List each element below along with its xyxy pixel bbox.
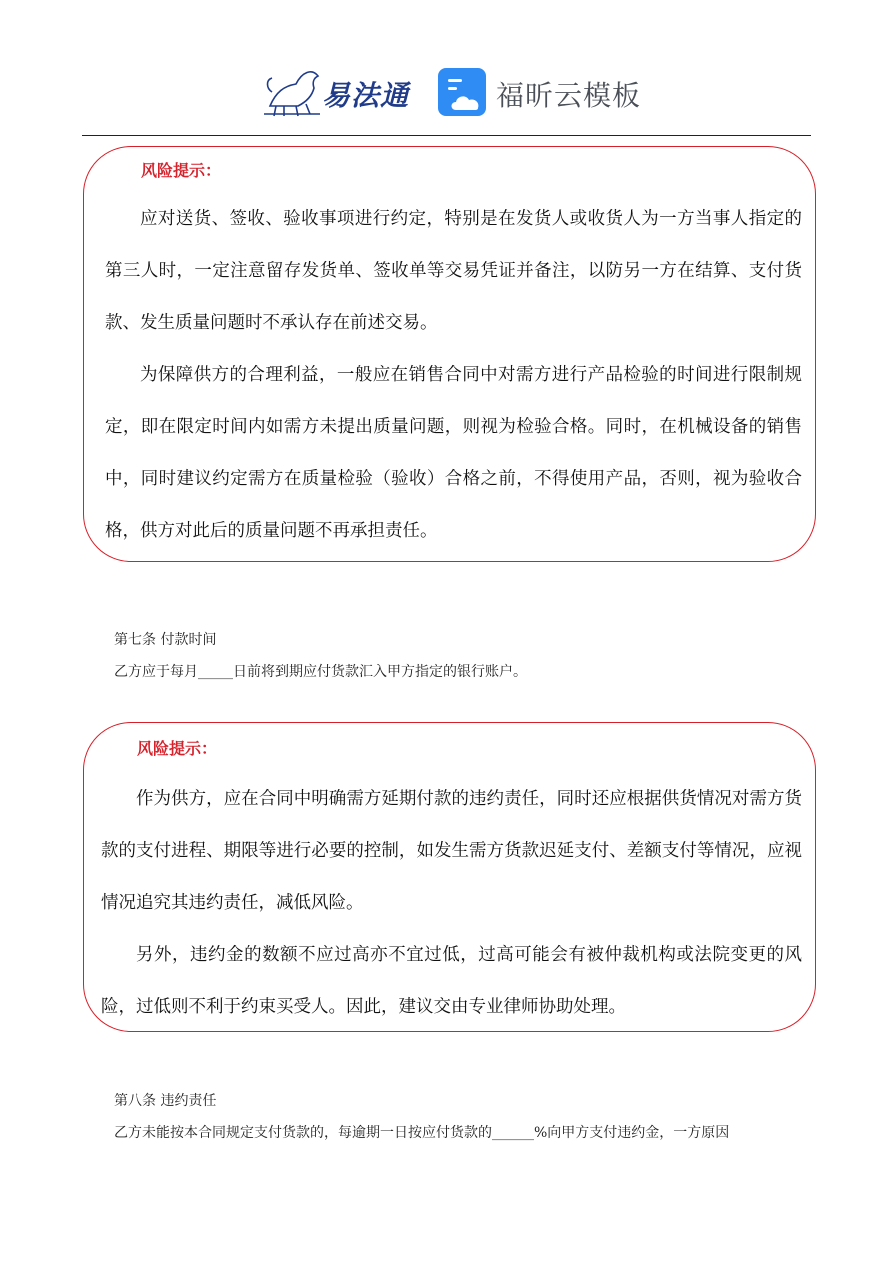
risk-tip-title-2: 风险提示：	[137, 739, 218, 758]
clause-7-body: 乙方应于每月_____日前将到期应付货款汇入甲方指定的银行账户。	[114, 664, 527, 680]
clause-8-heading: 第八条 违约责任	[114, 1093, 217, 1109]
risk-tip-paragraph-1a: 应对送货、签收、验收事项进行约定，特别是在发货人或收货人为一方当事人指定的第三人时，一定注意留存发货单、签收单等交易凭证并备注，以防另一方在结算、支付货款、发生质量问题时不承认存在前述交易。	[105, 209, 802, 333]
risk-tip-paragraph-2b: 另外，违约金的数额不应过高亦不宜过低，过高可能会有被仲裁机构或法院变更的风险，过低则不利于约束买受人。因此，建议交由专业律师协助处理。	[101, 945, 802, 1017]
cloud-template-icon	[436, 66, 488, 118]
yifatong-logo-text: 易法通	[322, 79, 410, 112]
clause-7-heading: 第七条 付款时间	[114, 632, 217, 648]
risk-tip-paragraph-2a: 作为供方，应在合同中明确需方延期付款的违约责任，同时还应根据供货情况对需方货款的支付进程、期限等进行必要的控制，如发生需方货款迟延支付、差额支付等情况，应视情况追究其违约责任，减低风险。	[101, 789, 802, 913]
clause-8-body: 乙方未能按本合同规定支付货款的，每逾期一日按应付货款的______%向甲方支付违约金，一方原因	[114, 1125, 730, 1141]
risk-tip-paragraph-1b: 为保障供方的合理利益，一般应在销售合同中对需方进行产品检验的时间进行限制规定，即在限定时间内如需方未提出质量问题，则视为检验合格。同时，在机械设备的销售中，同时建议约定需方在质量检验（验收）合格之前，不得使用产品，否则，视为验收合格，供方对此后的质量问题不再承担责任。	[105, 365, 802, 541]
page-header	[0, 0, 893, 135]
risk-tip-title-1: 风险提示：	[141, 161, 222, 180]
fuxin-template-logo-text: 福昕云模板	[496, 79, 642, 112]
header-divider	[82, 135, 811, 136]
